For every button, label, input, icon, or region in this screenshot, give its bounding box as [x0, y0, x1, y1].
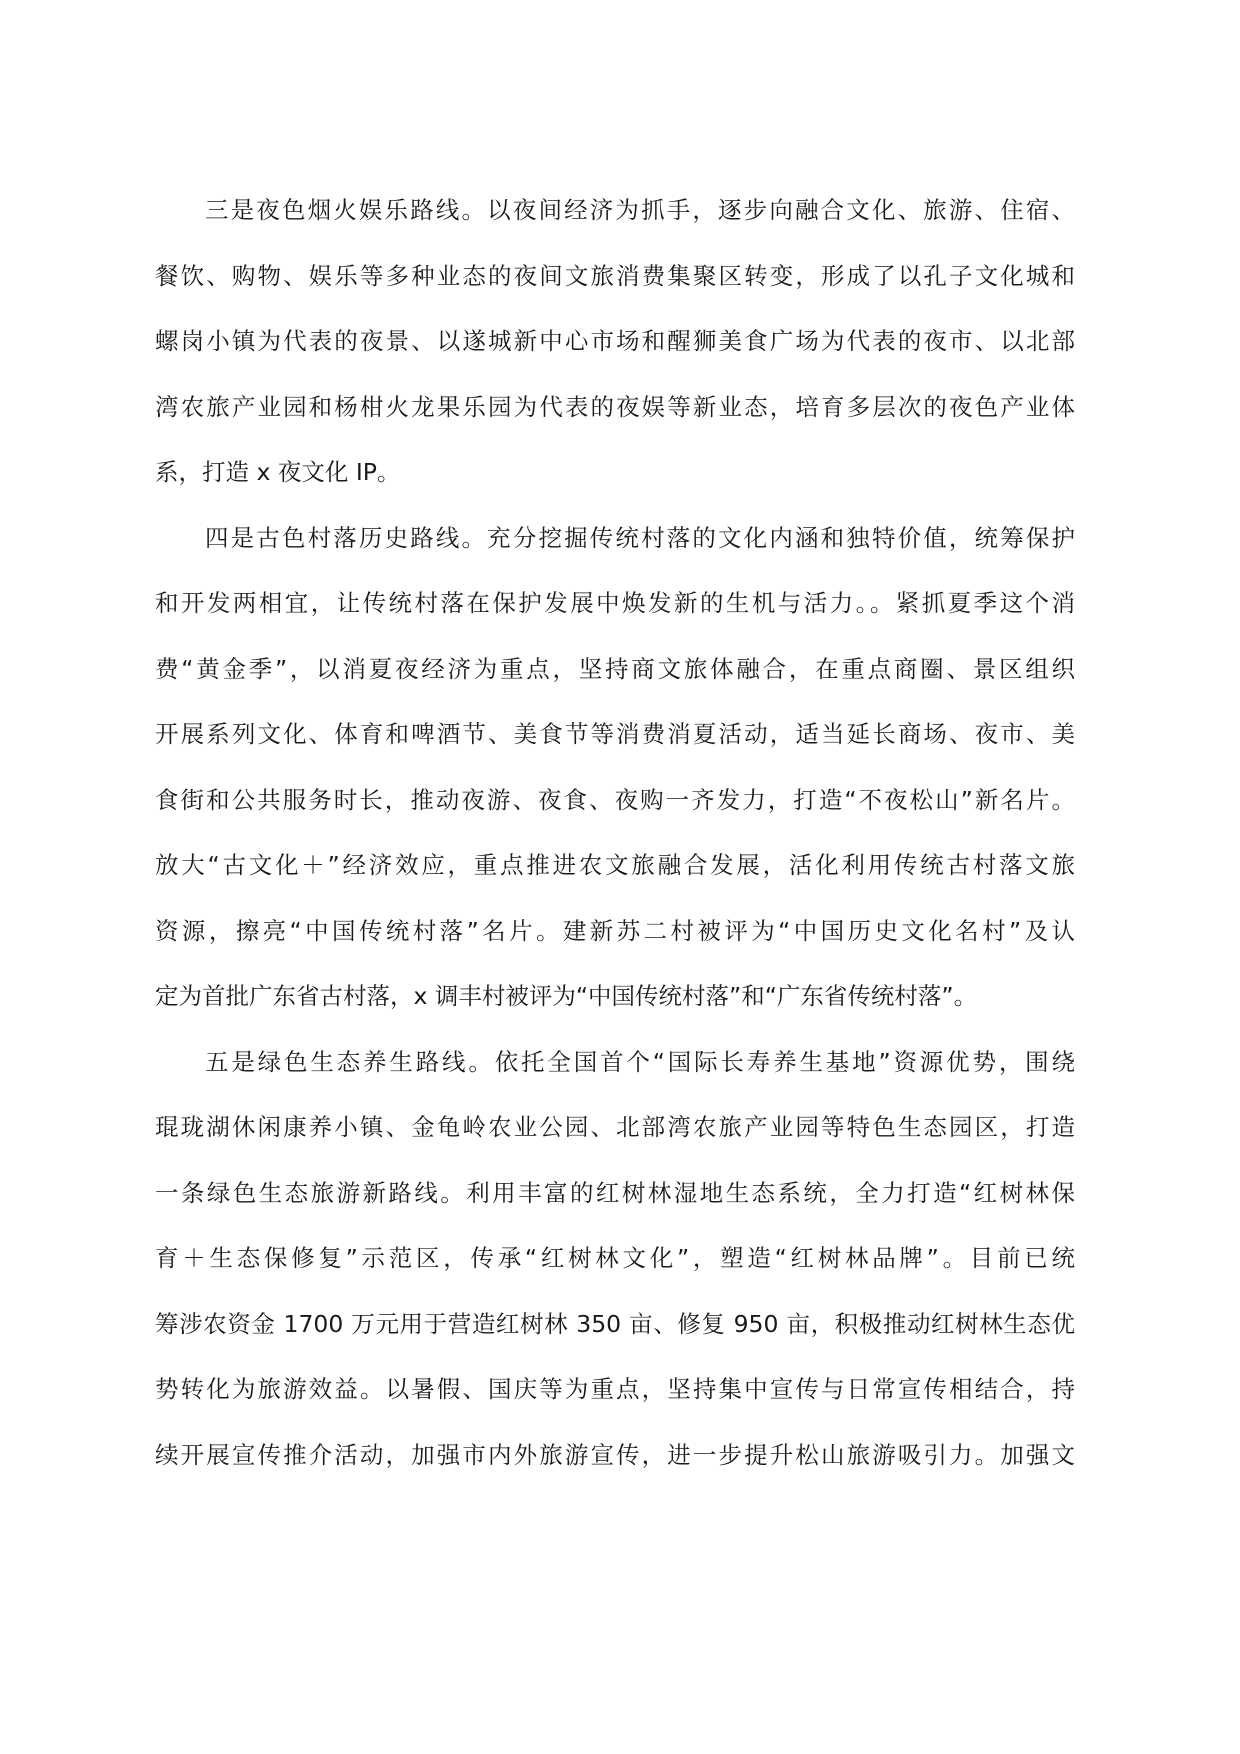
text-line: 资源，擦亮“中国传统村落”名片。建新苏二村被评为“中国历史文化名村”及认 [155, 916, 1075, 945]
document-body [155, 178, 1075, 1488]
text-line: 琨珑湖休闲康养小镇、金龟岭农业公园、北部湾农旅产业园等特色生态园区，打造 [155, 1113, 1075, 1141]
text-line: 四是古色村落历史路线。充分挖掘传统村落的文化内涵和独特价值，统筹保护 [205, 523, 1075, 552]
text-line: 定为首批广东省古村落，x 调丰村被评为“中国传统村落”和“广东省传统村落”。 [155, 982, 978, 1010]
text-line: 餐饮、购物、娱乐等多种业态的夜间文旅消费集聚区转变，形成了以孔子文化城和 [155, 261, 1075, 290]
text-line: 系，打造 x 夜文化 IP。 [155, 458, 401, 486]
paragraph-ancient-village-route [155, 506, 1075, 1030]
paragraph-green-ecology-route [155, 1030, 1075, 1489]
text-line: 和开发两相宜，让传统村落在保护发展中焕发新的生机与活力。。紧抓夏季这个消 [155, 589, 1075, 617]
paragraph-night-route [155, 178, 1075, 506]
text-line: 放大“古文化＋”经济效应，重点推进农文旅融合发展，活化利用传统古村落文旅 [155, 851, 1075, 879]
text-line: 开展系列文化、体育和啤酒节、美食节等消费消夏活动，适当延长商场、夜市、美 [155, 720, 1075, 748]
text-line: 费“黄金季”，以消夏夜经济为重点，坚持商文旅体融合，在重点商圈、景区组织 [155, 654, 1075, 683]
text-line: 湾农旅产业园和杨柑火龙果乐园为代表的夜娱等新业态，培育多层次的夜色产业体 [155, 392, 1075, 421]
text-line: 一条绿色生态旅游新路线。利用丰富的红树林湿地生态系统，全力打造“红树林保 [155, 1178, 1075, 1207]
text-line: 筹涉农资金 1700 万元用于营造红树林 350 亩、修复 950 亩，积极推动红树林生态优 [155, 1309, 1075, 1338]
text-line: 五是绿色生态养生路线。依托全国首个“国际长寿养生基地”资源优势，围绕 [205, 1047, 1075, 1076]
text-line: 螺岗小镇为代表的夜景、以遂城新中心市场和醒狮美食广场为代表的夜市、以北部 [155, 327, 1075, 355]
text-line: 三是夜色烟火娱乐路线。以夜间经济为抓手，逐步向融合文化、旅游、住宿、 [205, 196, 1075, 224]
text-line: 续开展宣传推介活动，加强市内外旅游宣传，进一步提升松山旅游吸引力。加强文 [155, 1440, 1075, 1469]
text-line: 势转化为旅游效益。以暑假、国庆等为重点，坚持集中宣传与日常宣传相结合，持 [155, 1375, 1075, 1403]
text-line: 食街和公共服务时长，推动夜游、夜食、夜购一齐发力，打造“不夜松山”新名片。 [155, 785, 1075, 814]
text-line: 育＋生态保修复”示范区，传承“红树林文化”，塑造“红树林品牌”。目前已统 [155, 1244, 1075, 1272]
